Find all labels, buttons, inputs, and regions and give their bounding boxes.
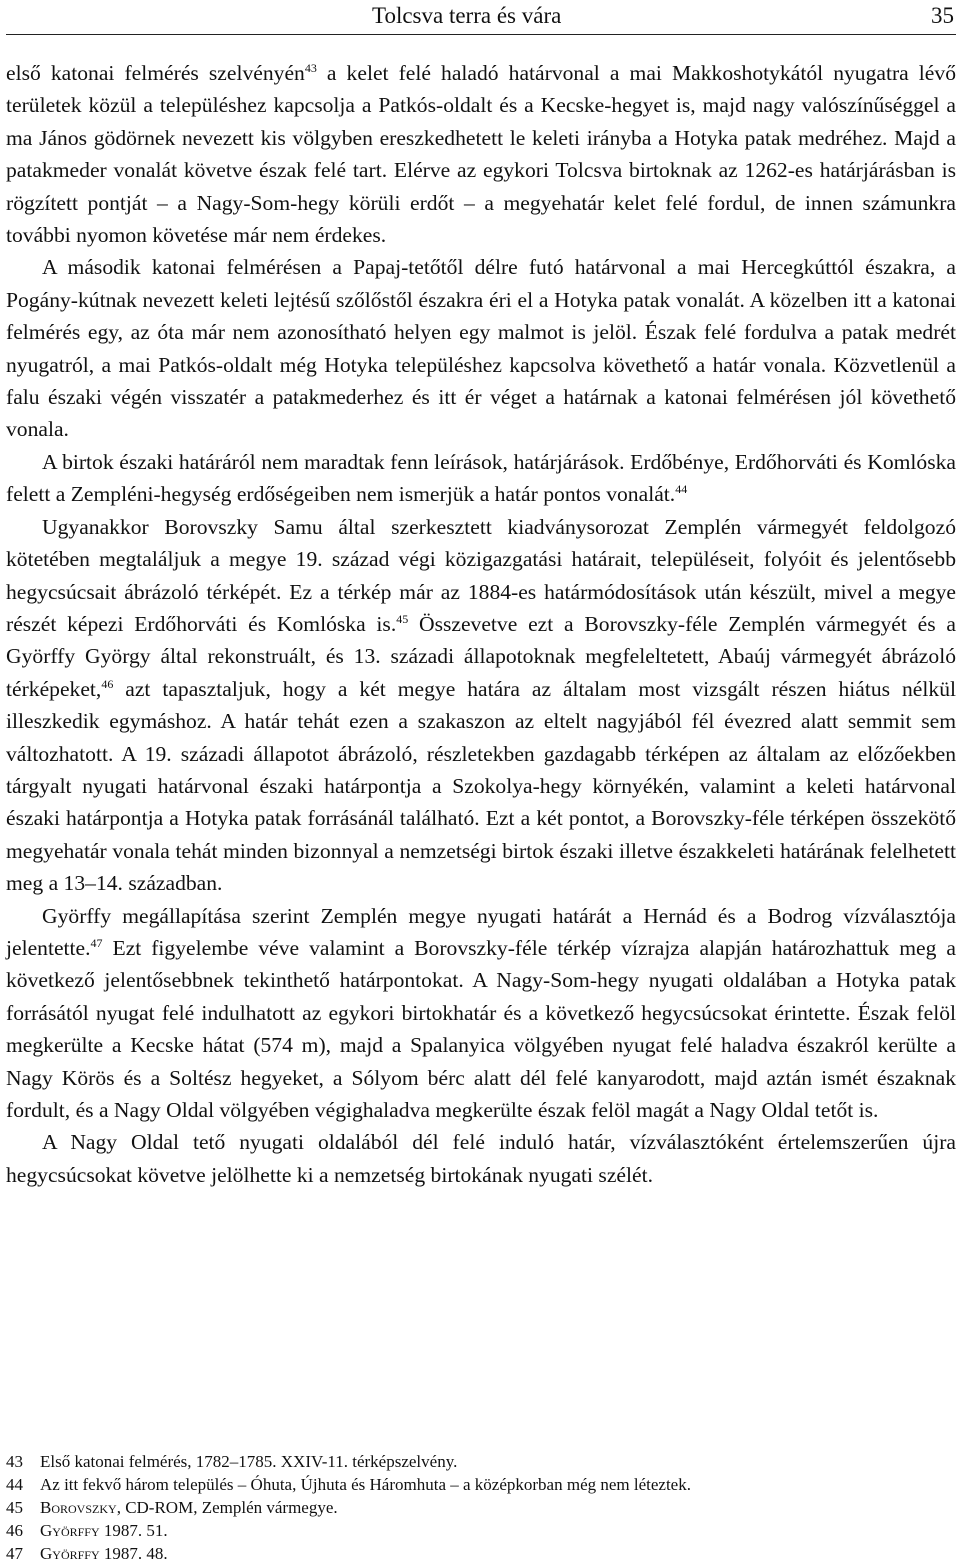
footnote-text: 1987. 51.: [99, 1521, 168, 1540]
footnote-text: Az itt fekvő három település – Óhuta, Újhuta és Háromhuta – a középkorban még nem léteztek.: [40, 1475, 691, 1494]
footnote-number: 46: [6, 1521, 23, 1540]
page: [6, 0, 956, 1563]
footnote-ref-43: 43: [304, 61, 317, 75]
body-text: [6, 57, 956, 1191]
footnote-author: Borovszky: [40, 1498, 117, 1517]
paragraph-4: [6, 511, 956, 900]
footnote-ref-45: 45: [396, 611, 409, 626]
footnote-47: [6, 1542, 691, 1565]
footnote-number: 47: [6, 1544, 23, 1563]
paragraph-5: [6, 900, 956, 1127]
paragraph-1: [6, 57, 956, 251]
running-title: Tolcsva terra és vára: [372, 3, 562, 28]
footnote-author: Györffy: [40, 1521, 100, 1540]
footnote-ref-47: 47: [90, 935, 103, 950]
footnotes: [6, 1450, 691, 1565]
footnote-text: Első katonai felmérés, 1782–1785. XXIV-11. térképszelvény.: [40, 1452, 458, 1471]
text-run: Összevetve ezt a Borovszky-féle Zemplén vármegyét és a Györffy György által rekonstruált, és 13. századi állapotoknak megfeleltetett, Abaúj vármegyét ábrázoló térképeket,: [6, 611, 956, 701]
footnote-author: Györffy: [40, 1544, 100, 1563]
text-run: a kelet felé haladó határvonal a mai Makkoshotykától nyugatra lévő területek közül a településhez kapcsolja a Patkós-oldalt és a Kecske-hegyet is, majd nagy valószínűséggel a ma János gödörnek nevezett kis völgyben ereszkedhetett le keleti irányba a Hotyka patak medréhez. Majd a patakmeder vonalát követve észak felé tart. Elérve az egykori Tolcsva birtoknak az 1262-es határjárásban is rögzített pontját – a Nagy-Som-hegy körüli erdőt – a megyehatár kelet felé fordul, de innen számunkra további nyomon követése már nem érdekes.: [6, 61, 956, 248]
footnote-44: [6, 1473, 691, 1496]
footnote-number: 45: [6, 1498, 23, 1517]
footnote-number: 43: [6, 1452, 23, 1471]
footnote-number: 44: [6, 1475, 23, 1494]
page-number: 35: [931, 3, 954, 28]
footnote-ref-44: 44: [675, 482, 688, 497]
running-header: [6, 0, 956, 35]
footnote-text: , CD-ROM, Zemplén vármegye.: [116, 1498, 338, 1517]
text-run: Györffy megállapítása szerint Zemplén megye nyugati határát a Hernád és a Bodrog vízválasztója jelentette.: [6, 903, 956, 960]
text-run: azt tapasztaljuk, hogy a két megye határa az általam most vizsgált részen hiátus nélkül illeszkedik egymáshoz. A határ tehát ezen a szakaszon az eltelt nagyjából fél évezred alatt semmit sem változhatott. A 19. századi állapotot ábrázoló, részletekben gazdagabb térképen az általam az előzőekben tárgyalt nyugati határvonal északi határpontja a Szokolya-hegy környékén, valamint a keleti határvonal északi határpontja a Hotyka patak forrásánál található. Ezt a két pontot, a Borovszky-féle térképen összekötő megyehatár vonala tehát minden bizonnyal a nemzetségi birtok északi illetve északkeleti határának felelhetett meg a 13–14. században.: [6, 676, 956, 896]
footnote-43: [6, 1450, 691, 1473]
footnote-46: [6, 1519, 691, 1542]
footnote-text: 1987. 48.: [99, 1544, 168, 1563]
text-run: első katonai felmérés szelvényén: [6, 61, 305, 85]
footnote-ref-46: 46: [101, 676, 114, 691]
text-run: Ugyanakkor Borovszky Samu által szerkesztett kiadványsorozat Zemplén vármegyét feldolgozó kötetében megtaláljuk a megye 19. század végi közigazgatási határait, településeit, folyóit és jelentősebb hegycsúcsait ábrázoló térképét. Ez a térkép már az 1884-es határmódosítások után készült, mivel a megye részét képezi Erdőhorváti és Komlóska is.: [6, 514, 956, 636]
paragraph-3: [6, 446, 956, 511]
footnote-45: [6, 1496, 691, 1519]
text-run: Ezt figyelembe véve valamint a Borovszky-féle térkép vízrajza alapján határozhattuk meg a következő jelentősebbnek tekinthető határpontokat. A Nagy-Som-hegy nyugati oldalában a Hotyka patak forrásától nyugat felé indulhatott az egykori birtokhatár és a következő hegycsúcsokat érintette. Észak felöl megkerülte a Kecske hátat (574 m), majd a Spalanyica völgyében nyugat felé haladva északról kerülte a Nagy Körös és a Soltész hegyeket, a Sólyom bérc alatt dél felé kanyarodott, majd aztán ismét északnak fordult, és a Nagy Oldal völgyében végighaladva megkerülte észak felöl magát a Nagy Oldal tetőt is.: [6, 935, 956, 1122]
paragraph-2: A második katonai felmérésen a Papaj-tetőtől délre futó határvonal a mai Hercegkúttól északra, a Pogány-kútnak nevezett keleti lejtésű szőlőstől északra éri el a Hotyka patak vonalát. A közelben itt a katonai felmérés egy, az óta már nem azonosítható helyen egy malmot is jelöl. Észak felé fordulva a patak medrét nyugatról, a mai Patkós-oldalt még Hotyka településhez kapcsolva követhető a határ vonala. Közvetlenül a falu északi végén visszatér a patakmederhez és itt ér véget a határnak a katonai felmérésen jól követhető vonala.: [6, 255, 956, 442]
paragraph-6: A Nagy Oldal tető nyugati oldalából dél felé induló határ, vízválasztóként értelemszerűen újra hegycsúcsokat követve jelölhette ki a nemzetség birtokának nyugati szélét.: [6, 1130, 956, 1187]
text-run: A birtok északi határáról nem maradtak fenn leírások, határjárások. Erdőbénye, Erdőhorváti és Komlóska felett a Zempléni-hegység erdőségeiben nem ismerjük a határ pontos vonalát.: [6, 449, 956, 507]
